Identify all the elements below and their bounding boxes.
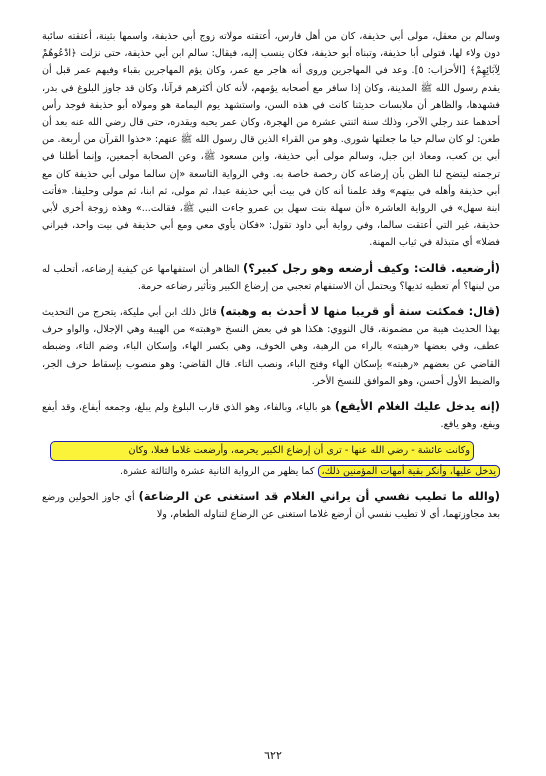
highlight-row-2 bbox=[42, 463, 500, 480]
section-heading: (والله ما تطيب نفسي أن يراني الغلام قد استغنى عن الرضاعة) bbox=[138, 488, 501, 503]
highlight-box-line-1: وكانت عائشة - رضي الله عنها - ترى أن إرضاع الكبير يحرمه، وأرضعت غلاما فعلا، وكان bbox=[50, 441, 474, 460]
section-wallahi bbox=[42, 488, 500, 523]
page-number: ٦٢٢ bbox=[264, 749, 282, 762]
section-text: هو بالياء، وبالفاء، وهو الذي قارب البلوغ ولم يبلغ، وجمعه أيفاع، وقد أيفع ويفع، وهو يافع. bbox=[42, 402, 500, 431]
section-heading: (قال: فمكثت سنة أو قريبا منها لا أحدث به وهبته) bbox=[220, 304, 500, 319]
section-heading: (إنه يدخل عليك الغلام الأيفع) bbox=[334, 399, 500, 414]
section-makathtu-sana bbox=[42, 303, 500, 390]
section-text: الظاهر أن استفهامها عن كيفية إرضاعه، أتحلب له من لبنها؟ أم تعطيه ثديها؟ ويحتمل أن الاستفهام تعجبي من إرضاع الكبير وتأثير رضاعه حرمة. bbox=[42, 263, 500, 292]
section-heading: (أرضعيه. قالت: وكيف أرضعه وهو رجل كبير؟) bbox=[243, 260, 501, 275]
paragraph-salim-biography: وسالم بن معقل، مولى أبي حذيفة، كان من أهل فارس، أعتقته مولاته زوج أبي حذيفة، واسمها بثينة، أعتقته سائبة دون ولاء لها، فتولى أبا حذيفة، وتبناه أبو حذيفة، فكان ينسب إليه، فيقال: سالم ابن أبي حذيفة، حتى نزلت ﴿ادْعُوهُمْ لِآبَائِهِمْ﴾ [الأحزاب: ٥]. وعد في المهاجرين وروى أنه هاجر مع عمر، وكان يؤم المهاجرين بقباء وفيهم عمر قبل أن يقدم رسول الله ﷺ المدينة، وكان إذا سافر مع أصحابه يؤمهم، لأنه كان أكثرهم قرآنا، وكان قد جاوز البلوغ في بدر، فشهدها، والظاهر أن ملابسات حديثنا كانت في هذه السن، واستشهد يوم اليمامة هو ومولاه أبو حذيفة فوجد رأس أحدهما عند رجلي الآخر، وذلك سنة اثنتي عشرة من الهجرة، وكان عمر يحبه ويقدره، حتى قال رضي الله عنه بعد أن طعن: لو كان سالم حيا ما جعلتها شورى. وهو من القراء الذين قال رسول الله ﷺ عنهم: «خذوا القرآن من أربعة. من أبي بن كعب، ومعاذ ابن جبل، وسالم مولى أبي حذيفة، وابن مسعود ﷺ، وعن الصحابة أجمعين، وإنما أطلنا في ترجمته ليتضح لنا الظن بأن إرضاعه كان رخصة خاصة به. وفي الرواية التاسعة «إن سالما مولى أبي حذيفة كان مع أبي حذيفة وأهله في بيتهم» وقد علمنا أنه كان في بيت أبي حذيفة عبدا، ثم مولى، ثم ابنا، ثم مولى وحليفا. «فأتت ابنة سهل» في الرواية العاشرة «أن سهلة بنت سهل بن عمرو جاءت النبي ﷺ، فقالت...» وهذه زوجة أخرى لأبي حذيفة، غير التي أعتقت سالما، وفي رواية أبي داود تقول: «فكان يأوي معي ومع أبي حذيفة في بيت واحد، فيراني فضلا» أي متبذلة في ثياب المهنة. bbox=[42, 31, 500, 249]
section-ardiihi bbox=[42, 260, 500, 295]
highlight-box-line-2: يدخل عليها، وأنكر بقية أمهات المؤمنين ذلك، bbox=[318, 465, 500, 478]
section-text: أي جاوز الحولين ورضع بعد مجاوزتهما، أي لا تطيب نفسي أن أرضع غلاما استغنى عن الرضاع لتناوله الطعام، ولا bbox=[42, 491, 500, 521]
highlighted-passage bbox=[42, 441, 500, 479]
section-text: قائل ذلك ابن أبي مليكة، يتحرج من التحديث بهذا الحديث هيبة من مضمونة، قال النووي: هكذا هو في بعض النسخ «وهبته» من الهيبة وهي الإجلال، والواو حرف عطف، وفي بعضها «رهبته» بالراء من الرهبة، وهي الخوف، وهي بكسر الهاء، وإسكان الباء، وضم التاء، وضبطه القاضي عن بعضهم «رهبته» بإسكان الهاء وفتح الباء، ونصب التاء. قال القاضي: وهو منصوب بإسقاط حرف الجر، والضبط الأول أحسن، وهو الموافق للنسخ الأخر. bbox=[42, 307, 500, 387]
highlight-after-text: كما يظهر من الرواية الثانية عشرة والثالثة عشرة. bbox=[120, 465, 318, 477]
section-ghulam-ayfa bbox=[42, 398, 500, 433]
